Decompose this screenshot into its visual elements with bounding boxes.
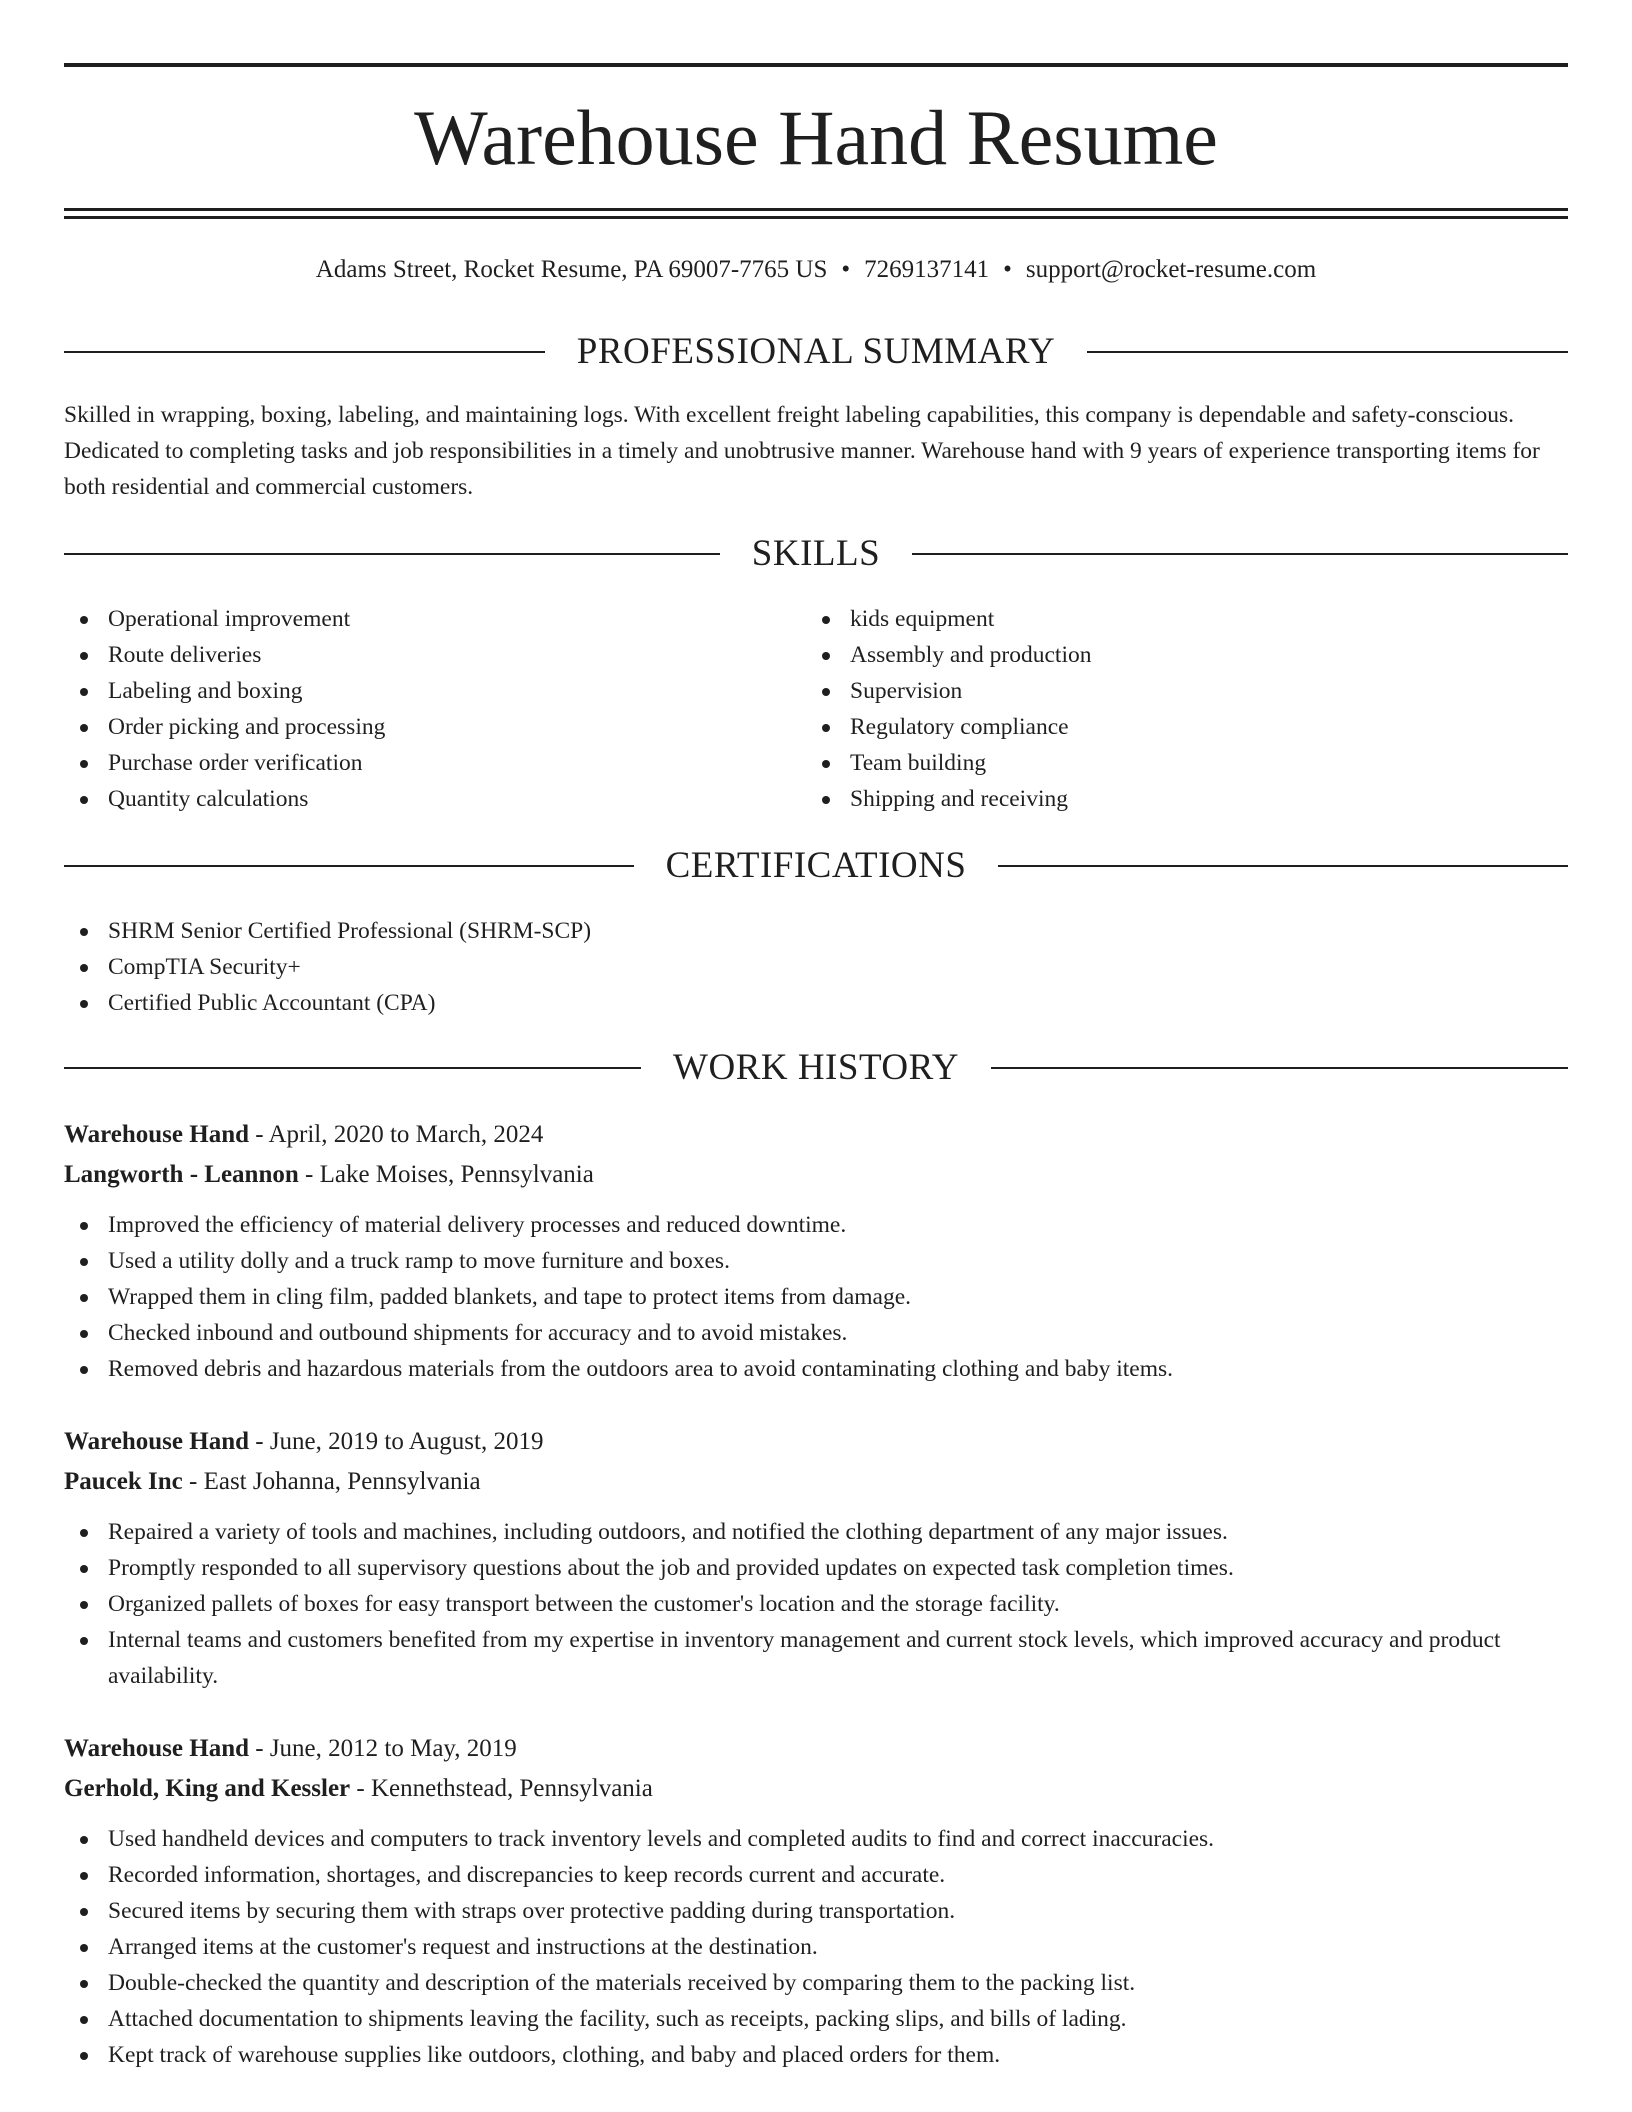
job-bullets [64, 1207, 1568, 1387]
job-entry [64, 1729, 1568, 2073]
section-header-skills [64, 532, 1568, 576]
section-title: CERTIFICATIONS [665, 845, 967, 886]
list-item: Certified Public Accountant (CPA) [64, 985, 1568, 1021]
certifications-list [64, 913, 1568, 1021]
list-item: Order picking and processing [64, 709, 784, 745]
list-item: Checked inbound and outbound shipments for accuracy and to avoid mistakes. [64, 1315, 1568, 1351]
contact-line [64, 254, 1568, 286]
list-item: Repaired a variety of tools and machines, including outdoors, and notified the clothing department of any major issues. [64, 1514, 1568, 1550]
contact-separator: • [841, 256, 851, 283]
list-item: Supervision [806, 673, 1526, 709]
summary-text: Skilled in wrapping, boxing, labeling, and maintaining logs. With excellent freight labeling capabilities, this company is dependable and safety-conscious. Dedicated to completing tasks and job responsibilities in a timely and unobtrusive manner. Warehouse hand with 9 years of experience transporting items for both residential and commercial customers. [64, 402, 1540, 500]
list-item: Quantity calculations [64, 781, 784, 817]
list-item: Recorded information, shortages, and discrepancies to keep records current and accurate. [64, 1857, 1568, 1893]
job-location: - Kennethstead, Pennsylvania [350, 1775, 653, 1802]
job-bullets [64, 1514, 1568, 1694]
section-header-summary [64, 330, 1568, 374]
section-rule [64, 351, 545, 353]
list-item: Improved the efficiency of material delivery processes and reduced downtime. [64, 1207, 1568, 1243]
list-item: Promptly responded to all supervisory questions about the job and provided updates on expected task completion times. [64, 1550, 1568, 1586]
job-title-line [64, 1422, 1568, 1462]
section-rule [998, 865, 1568, 867]
job-title-line [64, 1729, 1568, 1769]
section-rule [912, 553, 1568, 555]
list-item: kids equipment [806, 601, 1526, 637]
list-item: Route deliveries [64, 637, 784, 673]
list-item: Operational improvement [64, 601, 784, 637]
job-title: Warehouse Hand [64, 1735, 249, 1762]
job-title-line [64, 1115, 1568, 1155]
section-rule [64, 553, 720, 555]
contact-address: Adams Street, Rocket Resume, PA 69007-7765 US [315, 256, 828, 283]
job-title: Warehouse Hand [64, 1428, 249, 1455]
job-company: Gerhold, King and Kessler [64, 1775, 351, 1802]
section-title: SKILLS [751, 533, 881, 574]
job-dates: - June, 2019 to August, 2019 [249, 1428, 544, 1455]
section-header-certifications [64, 844, 1568, 888]
list-item: Labeling and boxing [64, 673, 784, 709]
title-rule-lower [64, 216, 1568, 219]
list-item: Removed debris and hazardous materials from the outdoors area to avoid contaminating clothing and baby items. [64, 1351, 1568, 1387]
list-item: Organized pallets of boxes for easy transport between the customer's location and the storage facility. [64, 1586, 1568, 1622]
list-item: Internal teams and customers benefited from my expertise in inventory management and current stock levels, which improved accuracy and product availability. [64, 1622, 1568, 1694]
job-company: Langworth - Leannon [64, 1161, 299, 1188]
job-location: - East Johanna, Pennsylvania [182, 1468, 481, 1495]
job-company-line [64, 1462, 1568, 1502]
job-title: Warehouse Hand [64, 1121, 249, 1148]
list-item: Purchase order verification [64, 745, 784, 781]
list-item: Wrapped them in cling film, padded blankets, and tape to protect items from damage. [64, 1279, 1568, 1315]
list-item: Regulatory compliance [806, 709, 1526, 745]
section-rule [991, 1067, 1568, 1069]
list-item: SHRM Senior Certified Professional (SHRM-SCP) [64, 913, 1568, 949]
title-rule-upper [64, 208, 1568, 211]
list-item: Used handheld devices and computers to track inventory levels and completed audits to find and correct inaccuracies. [64, 1821, 1568, 1857]
list-item: Double-checked the quantity and description of the materials received by comparing them to the packing list. [64, 1965, 1568, 2001]
list-item: Arranged items at the customer's request and instructions at the destination. [64, 1929, 1568, 1965]
job-bullets [64, 1821, 1568, 2073]
job-entry [64, 1115, 1568, 1387]
job-entry [64, 1422, 1568, 1694]
list-item: Attached documentation to shipments leaving the facility, such as receipts, packing slips, and bills of lading. [64, 2001, 1568, 2037]
list-item: Assembly and production [806, 637, 1526, 673]
contact-phone: 7269137141 [864, 256, 990, 283]
section-rule [64, 865, 634, 867]
section-title: PROFESSIONAL SUMMARY [576, 331, 1056, 372]
skills-list-right [806, 601, 1526, 817]
job-dates: - June, 2012 to May, 2019 [249, 1735, 517, 1762]
contact-email: support@rocket-resume.com [1025, 256, 1317, 283]
resume-title: Warehouse Hand Resume [414, 94, 1218, 181]
job-company: Paucek Inc [64, 1468, 183, 1495]
skills-list-left [64, 601, 784, 817]
section-header-work-history [64, 1046, 1568, 1090]
job-company-line [64, 1155, 1568, 1195]
section-rule [64, 1067, 641, 1069]
contact-separator: • [1003, 256, 1012, 283]
job-dates: - April, 2020 to March, 2024 [249, 1121, 544, 1148]
list-item: Secured items by securing them with straps over protective padding during transportation. [64, 1893, 1568, 1929]
job-location: - Lake Moises, Pennsylvania [298, 1161, 594, 1188]
list-item: CompTIA Security+ [64, 949, 1568, 985]
section-rule [1087, 351, 1568, 353]
list-item: Kept track of warehouse supplies like outdoors, clothing, and baby and placed orders for them. [64, 2037, 1568, 2073]
list-item: Shipping and receiving [806, 781, 1526, 817]
section-title: WORK HISTORY [673, 1047, 959, 1088]
list-item: Used a utility dolly and a truck ramp to move furniture and boxes. [64, 1243, 1568, 1279]
list-item: Team building [806, 745, 1526, 781]
job-company-line [64, 1769, 1568, 1809]
top-rule [64, 63, 1568, 67]
